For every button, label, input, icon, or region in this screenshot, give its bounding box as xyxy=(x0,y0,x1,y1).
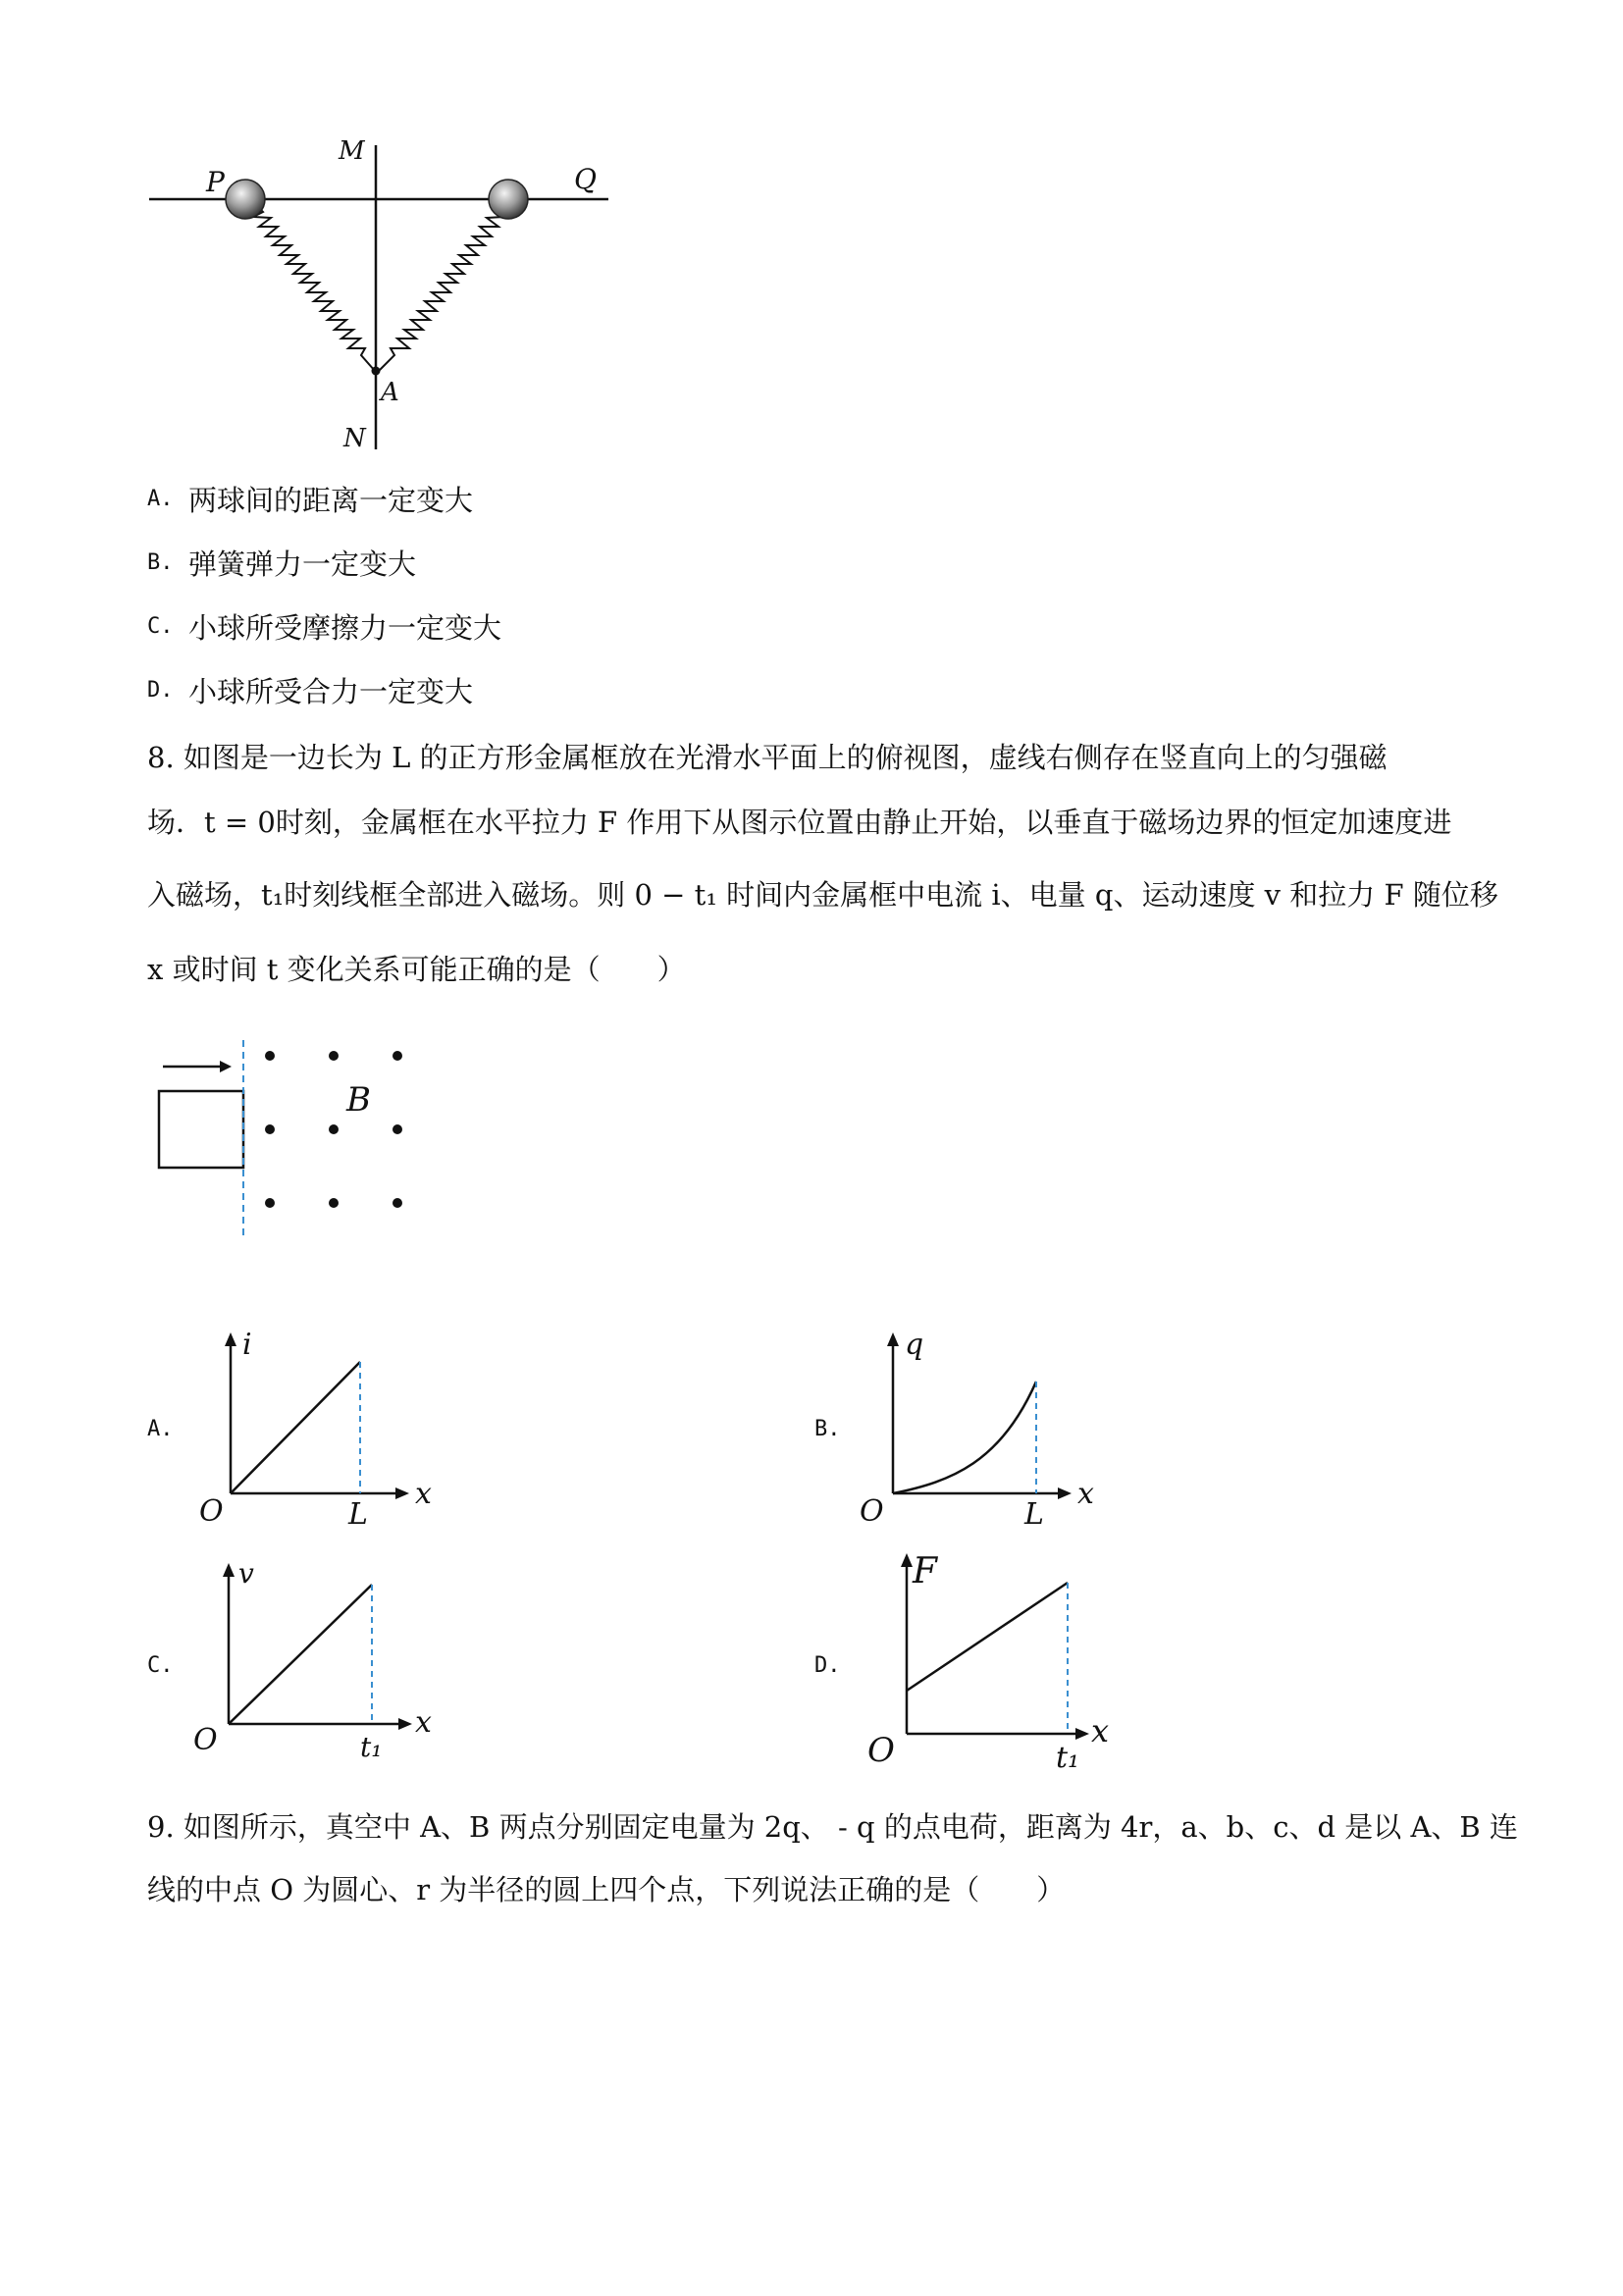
option-key: C. xyxy=(147,614,174,639)
field-label-b: B xyxy=(346,1080,371,1120)
left-spring xyxy=(253,206,375,371)
square-frame xyxy=(159,1091,243,1168)
option-text: 弹簧弹力一定变大 xyxy=(188,548,417,581)
graph-b-origin: O xyxy=(860,1494,884,1529)
q9-line-2: 线的中点 O 为圆心、r 为半径的圆上四个点，下列说法正确的是（ ） xyxy=(147,1873,1066,1906)
option-key: B. xyxy=(147,550,174,575)
graph-a xyxy=(191,1325,496,1540)
point-a xyxy=(372,367,381,376)
graph-d-y-arrow-icon xyxy=(901,1553,913,1567)
graph-d-x-arrow-icon xyxy=(1075,1728,1089,1740)
graph-c-origin: O xyxy=(193,1723,218,1757)
graph-c-x-label: x xyxy=(415,1705,432,1740)
graph-c-curve xyxy=(229,1585,372,1724)
graph-a-y-label: i xyxy=(242,1328,252,1362)
spring-ball-figure xyxy=(137,128,628,461)
q8-line-3: 入磁场，t₁时刻线框全部进入磁场。则 0 − t₁ 时间内金属框中电流 i、电量 q、运动速度 v 和拉力 F 随位移 xyxy=(147,878,1498,912)
graph-a-curve xyxy=(231,1362,360,1493)
graph-d-tick: t₁ xyxy=(1056,1741,1080,1775)
graph-c-x-arrow-icon xyxy=(398,1718,412,1730)
graph-a-x-arrow-icon xyxy=(395,1487,409,1499)
ball-q xyxy=(489,180,528,219)
arrow-head-icon xyxy=(220,1061,232,1072)
graph-c-tick: t₁ xyxy=(360,1731,383,1763)
graph-b-x-arrow-icon xyxy=(1058,1487,1072,1499)
q8-line-1: 8. 如图是一边长为 L 的正方形金属框放在光滑水平面上的俯视图，虚线右侧存在竖直向上的匀强磁 xyxy=(147,741,1387,774)
option-key: D. xyxy=(147,678,174,703)
graph-a-x-label: x xyxy=(415,1477,432,1511)
graph-b-x-label: x xyxy=(1077,1477,1094,1511)
graph-d-y-label: F xyxy=(913,1551,937,1592)
magnetic-field-figure xyxy=(147,1040,442,1246)
graph-b-tick: L xyxy=(1024,1497,1044,1532)
graph-b xyxy=(854,1325,1158,1540)
option-text: 两球间的距离一定变大 xyxy=(188,484,474,517)
graph-c-y-arrow-icon xyxy=(223,1563,235,1577)
label-q: Q xyxy=(574,163,597,195)
graph-a-tick: L xyxy=(348,1497,368,1532)
graph-b-y-arrow-icon xyxy=(887,1332,899,1346)
q9-line-1: 9. 如图所示，真空中 A、B 两点分别固定电量为 2q、 - q 的点电荷，距离为 4r，a、b、c、d 是以 A、B 连 xyxy=(147,1810,1518,1844)
graph-b-y-label: q xyxy=(905,1328,924,1362)
graph-a-origin: O xyxy=(199,1494,224,1529)
label-n: N xyxy=(343,424,366,453)
graph-b-curve xyxy=(893,1382,1036,1493)
q8-line-4: x 或时间 t 变化关系可能正确的是（ ） xyxy=(147,953,686,986)
graph-d-option[interactable]: D. xyxy=(814,1653,841,1678)
label-m: M xyxy=(339,136,365,166)
q8-line-2: 场．t = 0时刻，金属框在水平拉力 F 作用下从图示位置由静止开始，以垂直于磁场边界的恒定加速度进 xyxy=(147,806,1452,839)
option-text: 小球所受合力一定变大 xyxy=(188,675,474,708)
graph-d-x-label: x xyxy=(1091,1712,1110,1749)
graph-c-y-label: v xyxy=(238,1557,254,1590)
option-key: A. xyxy=(147,487,174,511)
graph-a-y-arrow-icon xyxy=(225,1332,236,1346)
graph-c-option[interactable]: C. xyxy=(147,1653,174,1678)
ball-p xyxy=(226,180,265,219)
right-spring xyxy=(379,206,504,371)
field-dots xyxy=(265,1051,402,1208)
graph-d-origin: O xyxy=(867,1731,895,1770)
graph-d-curve xyxy=(907,1583,1068,1691)
graph-c xyxy=(191,1555,496,1776)
graph-b-option[interactable]: B. xyxy=(814,1417,841,1441)
option-text: 小球所受摩擦力一定变大 xyxy=(188,611,502,645)
label-p: P xyxy=(206,166,225,198)
graph-a-option[interactable]: A. xyxy=(147,1417,174,1441)
label-a: A xyxy=(381,378,399,407)
graph-d xyxy=(854,1545,1168,1781)
